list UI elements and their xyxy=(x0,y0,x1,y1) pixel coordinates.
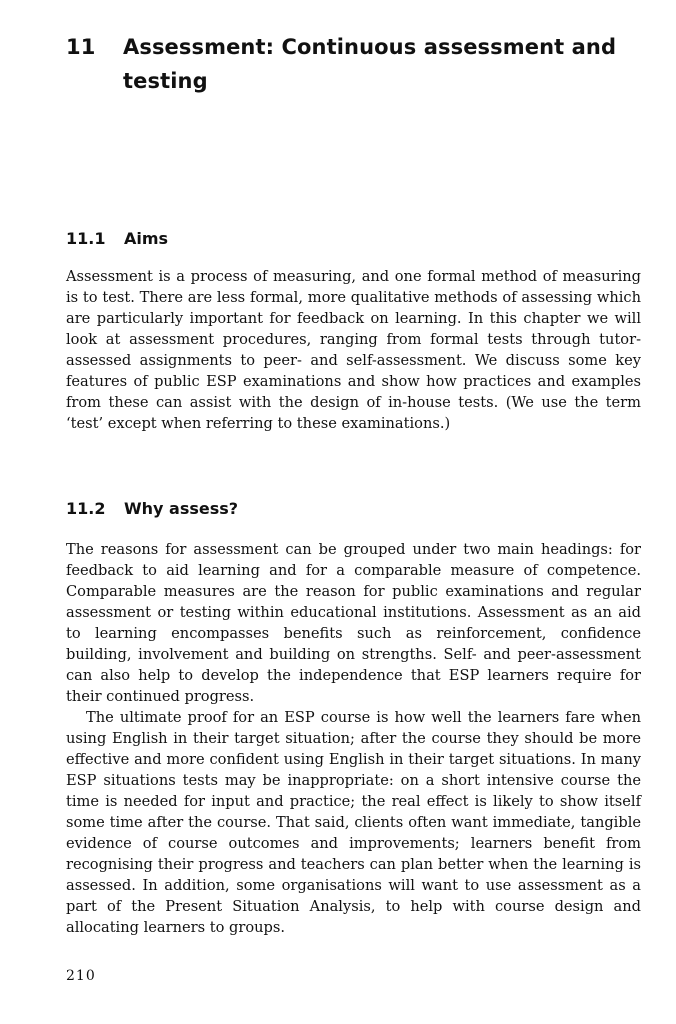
section-title: Aims xyxy=(124,229,169,248)
section-heading-aims xyxy=(66,229,168,249)
paragraph: The reasons for assessment can be grouped under two main headings: for feedback to aid learning and for a comparable measure of competence. Comparable measures are the reason for public examinations and regular assessment or testing within educational institutions. Assessment as an aid to learning encompasses benefits such as reinforcement, confidence building, involvement and building on strengths. Self- and peer-assessment can also help to develop the independence that ESP learners require for their continued progress. xyxy=(66,541,641,705)
section-title: Why assess? xyxy=(124,499,239,518)
section-body-aims xyxy=(66,266,641,434)
chapter-title: Assessment: Continuous assessment and testing xyxy=(123,35,617,93)
section-number: 11.1 xyxy=(66,229,106,248)
page-number: 210 xyxy=(66,968,96,984)
paragraph: The ultimate proof for an ESP course is how well the learners fare when using English in their target situation; after the course they should be more effective and more confident using English in their target situations. In many ESP situations tests may be inappropriate: on a short intensive course the time is needed for input and practice; the real effect is likely to show itself some time after the course. That said, clients often want immediate, tangible evidence of course outcomes and improvements; learners benefit from recognising their progress and teachers can plan better when the learning is assessed. In addition, some organisations will want to use assessment as a part of the Present Situation Analysis, to help with course design and allocating learners to groups. xyxy=(66,709,641,936)
paragraph: Assessment is a process of measuring, and one formal method of measuring is to test. There are less formal, more qualitative methods of assessing which are particularly important for feedback on learning. In this chapter we will look at assessment procedures, ranging from formal tests through tutor-assessed assignments to peer- and self-assessment. We discuss some key features of public ESP examinations and show how practices and examples from these can assist with the design of in-house tests. (We use the term ‘test’ except when referring to these examinations.) xyxy=(66,268,641,432)
section-number: 11.2 xyxy=(66,499,106,518)
chapter-number: 11 xyxy=(66,35,96,59)
section-heading-why-assess xyxy=(66,499,238,519)
section-body-why-assess xyxy=(66,539,641,938)
